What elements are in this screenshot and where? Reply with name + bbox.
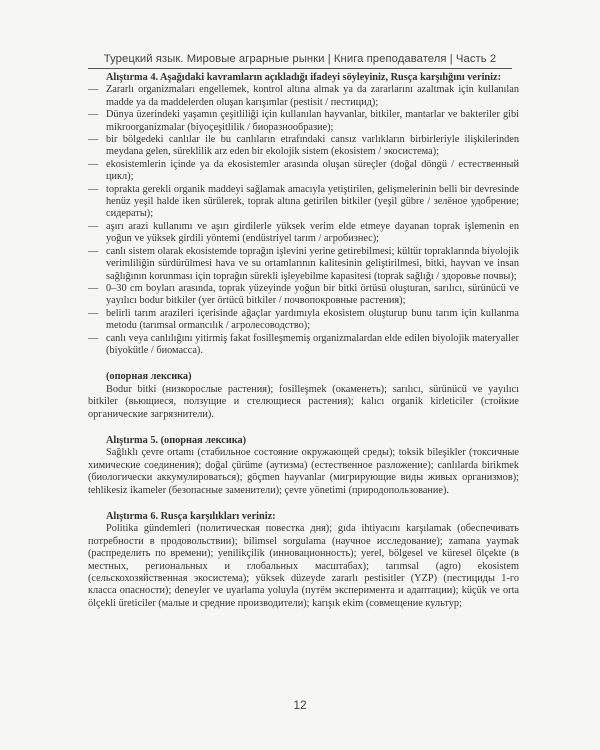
- list-item: — ekosistemlerin içinde ya da ekosistemler arasında oluşan süreçler (doğal döngü / естественный цикл);: [88, 159, 519, 184]
- running-header: Турецкий язык. Мировые аграрные рынки | Книга преподавателя | Часть 2: [103, 53, 497, 65]
- vocabulary-text: Bodur bitki (низкорослые растения); fosilleşmek (окаменеть); sarılıcı, sürünücü ve yayılıcı bitkiler (вьющиеся, ползущие и стелющиеся растения); kalıcı organik kirleticiler (стойкие органические загрязнители).: [88, 383, 519, 420]
- exercise-6-title: Alıştırma 6. Rusça karşılıkları veriniz:: [106, 511, 276, 522]
- exercise-5-text: Sağlıklı çevre ortamı (стабильное состояние окружающей среды); toksik bileşikler (токсичные химические соединения); doğal çürüme (аутизма) (естественное разложение); canlılarda birikmek (биологически аккумулироваться); göçmen hayvanlar (мигрирующие виды живых организмов); tehlikesiz ikameler (безопасные заменители); çevre yönetimi (природопользование).: [88, 447, 519, 496]
- list-item: — bir bölgedeki canlılar ile bu canlıların etrafındaki cansız varlıkların birbirleriyle ilişkilerinden meydana gelen, süreklilik arz eden bir ekolojik sistem (ekosistem / экосистема);: [88, 134, 519, 159]
- page-body: [88, 72, 519, 610]
- header-rule: [88, 68, 512, 69]
- list-item: — Dünya üzerindeki yaşamın çeşitliliği için kullanılan hayvanlar, bitkiler, mantarlar ve bakteriler gibi mikroorganizmalar (biyoçeşitlilik / биоразнообразие);: [88, 109, 519, 134]
- exercise-5-section: [88, 435, 519, 497]
- exercise-6-section: [88, 511, 519, 610]
- exercise-6-text: Politika gündemleri (политическая повестка дня); gıda ihtiyacını karşılamak (обеспечивать потребности в продовольствии); bilimsel sorgulama (научное исследование); zamana yaymak (распределить по времени); yenilikçilik (инновационность); yerel, bölgesel ve küresel ölçekte (в местных, региональных и глобальных масштабах); tarımsal (agro) ekosistem (сельскохозяйственная экосистема); yüksek düzeyde zararlı pestisitler (YZP) (пестициды 1-го класса опасности); deneyler ve uyarlama yoluyla (путём эксперимента и адаптации); küçük ve orta ölçekli üreticiler (малые и средние производители); karışık ekim (совмещение культур;: [88, 523, 519, 609]
- exercise-4-list: [88, 84, 519, 357]
- list-item: — aşırı arazi kullanımı ve aşırı girdilerle yüksek verim elde etmeye dayanan toprak işlemenin en yoğun ve yüksek girdili yöntemi (endüstriyel tarım / агробизнес);: [88, 221, 519, 246]
- list-item: — canlı veya canlılığını yitirmiş fakat fosilleşmemiş organizmalardan elde edilen biyolojik materyaller (biyokütle / биомасса).: [88, 333, 519, 358]
- list-item: — 0–30 cm boyları arasında, toprak yüzeyinde yoğun bir bitki örtüsü oluşturan, sarılıcı, sürünücü ve yayılıcı bodur bitkiler (yer örtücü bitkiler / почвопокровные растения);: [88, 283, 519, 308]
- exercise-4-title: Alıştırma 4. Aşağıdaki kavramların açıkladığı ifadeyi söyleyiniz, Rusça karşılığını veriniz:: [106, 72, 502, 83]
- vocabulary-title: (опорная лексика): [106, 371, 192, 383]
- exercise-5-title: Alıştırma 5. (опорная лексика): [106, 434, 247, 446]
- page-number: 12: [293, 698, 307, 712]
- list-item: — belirli tarım arazileri içerisinde ağaçlar yardımıyla ekosistem oluşturup bunu tarım için kullanma metodu (tarımsal ormancılık / агролесоводство);: [88, 308, 519, 333]
- list-item: — toprakta gerekli organik maddeyi sağlamak amacıyla yetiştirilen, gelişmelerinin belli bir devresinde henüz yeşil halde iken sürülerek, toprak altına getirilen bitkiler (yeşil gübre / зелёное удобрение; сидераты);: [88, 184, 519, 221]
- vocabulary-section: [88, 371, 519, 421]
- list-item: — canlı sistem olarak ekosistemde toprağın işlevini yerine getirebilmesi; kültür topraklarında biyolojik verimliliğin sürdürülmesi hava ve su ortamlarının kalitesinin geliştirilmesi, bitki, hayvan ve insan sağlığının korunması için toprağın sürekli işleyebilme kapasitesi (toprak sağlığı / здоровье почвы);: [88, 246, 519, 283]
- list-item: — Zararlı organizmaları engellemek, kontrol altına almak ya da zararlarını azaltmak için kullanılan madde ya da maddelerden oluşan karışımlar (pestisit / пестицид);: [88, 84, 519, 109]
